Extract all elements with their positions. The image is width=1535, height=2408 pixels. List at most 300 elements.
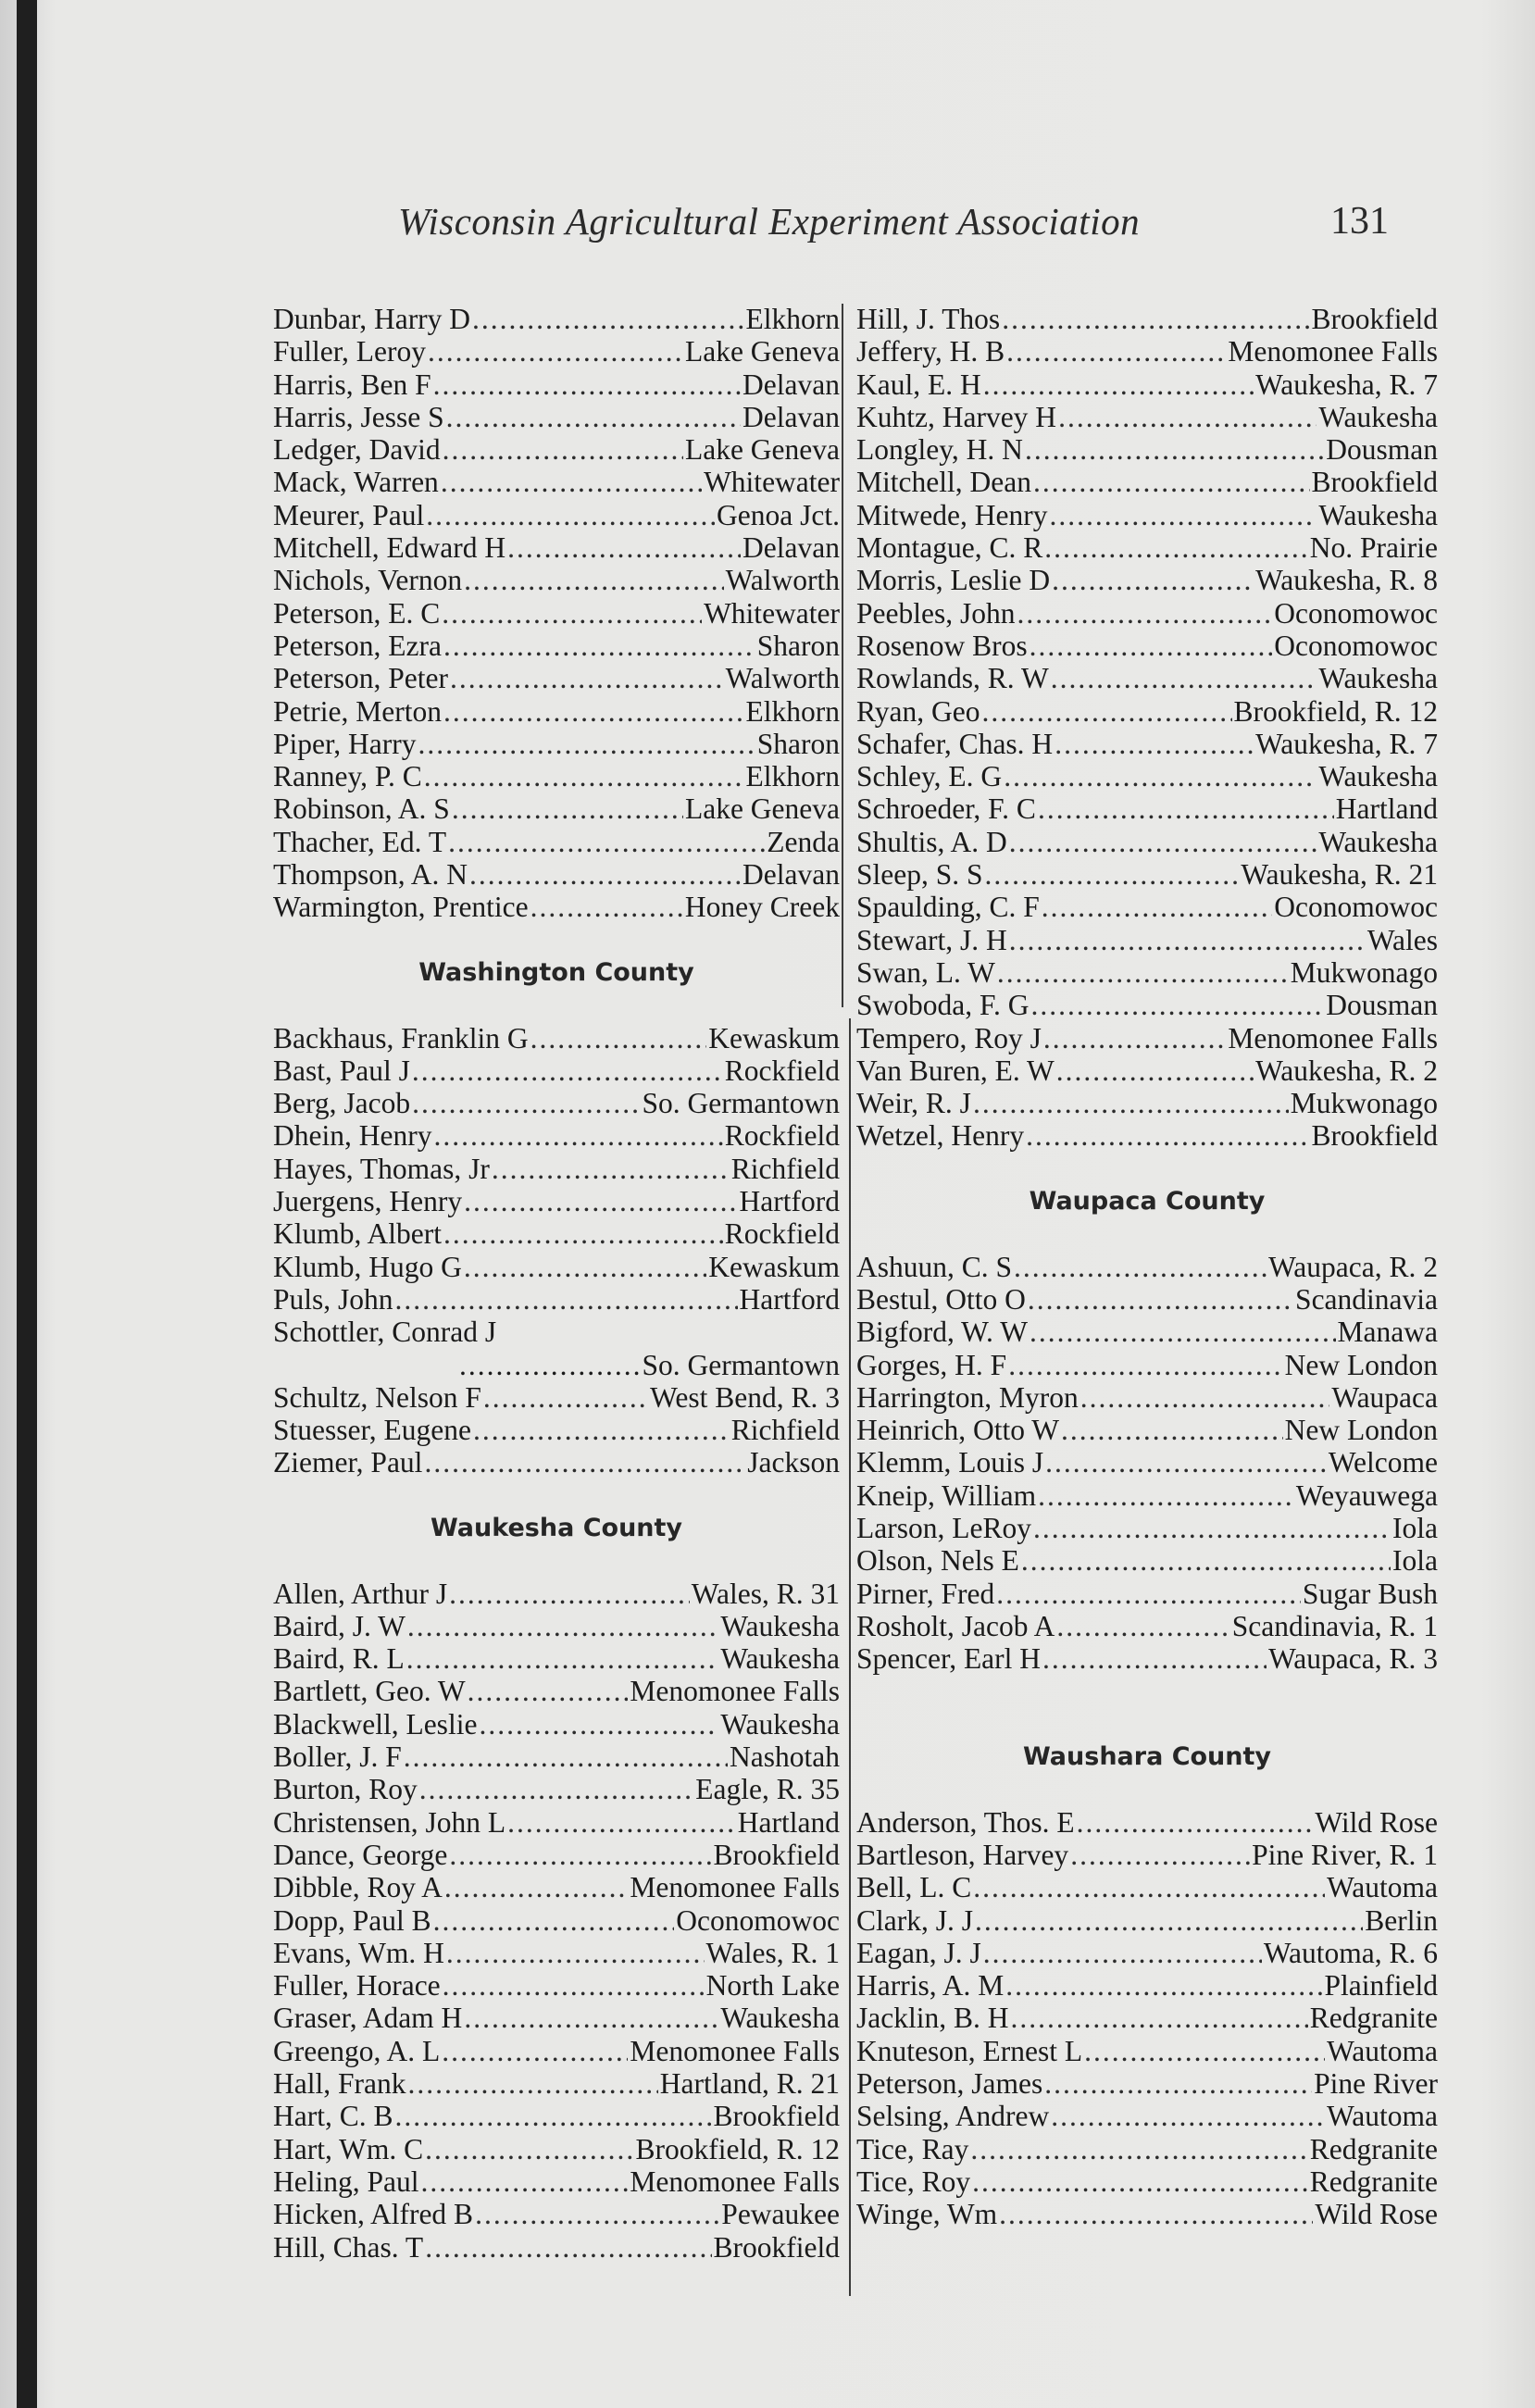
list-item xyxy=(856,303,1438,335)
leader-dots xyxy=(444,1871,629,1903)
list-item xyxy=(856,368,1438,401)
leader-dots xyxy=(985,858,1240,891)
list-item-name: Swoboda, F. G xyxy=(856,989,1030,1022)
list-item-name: Tempero, Roy J xyxy=(856,1021,1042,1054)
list-item-name: Ziemer, Paul xyxy=(273,1446,423,1479)
running-title: Wisconsin Agricultural Experiment Association xyxy=(398,200,1141,243)
list-item xyxy=(856,1937,1438,1969)
list-item-place: Iola xyxy=(1392,1544,1438,1578)
list-item-name: Rosholt, Jacob A xyxy=(856,1609,1055,1642)
list-item-name: Nichols, Vernon xyxy=(273,564,463,597)
leader-dots xyxy=(421,2165,629,2198)
page-binding-edge xyxy=(17,0,37,2408)
leader-dots xyxy=(1044,531,1308,564)
list-item xyxy=(856,1054,1438,1087)
list-item xyxy=(273,564,840,596)
leader-dots xyxy=(395,1283,738,1316)
list-item-place: Lake Geneva xyxy=(684,792,840,826)
list-item-place: Wautoma xyxy=(1327,2034,1438,2067)
list-item-name: Schley, E. G xyxy=(856,760,1003,793)
leader-dots xyxy=(418,728,755,760)
list-item xyxy=(856,1969,1438,2002)
list-item-place: Iola xyxy=(1392,1511,1438,1544)
list-item xyxy=(273,2100,840,2132)
list-item xyxy=(273,335,840,368)
list-item-name: Stewart, J. H xyxy=(856,923,1007,956)
list-item-place: Waukesha xyxy=(720,1642,840,1676)
list-item-place: Genoa Jct. xyxy=(717,498,840,531)
leader-dots xyxy=(446,1937,705,1969)
list-item-name: Berg, Jacob xyxy=(273,1087,411,1120)
list-item-place: Brookfield xyxy=(713,1838,840,1871)
list-item xyxy=(856,858,1438,891)
list-item xyxy=(273,1937,840,1969)
leader-dots xyxy=(507,1806,736,1839)
column-divider-upper xyxy=(842,304,843,1007)
list-item-place: Hartford xyxy=(739,1185,840,1218)
leader-dots xyxy=(449,1578,690,1610)
list-item xyxy=(273,630,840,662)
list-item-name: Bestul, Otto O xyxy=(856,1282,1026,1316)
list-item xyxy=(273,1087,840,1119)
list-item-name: Harris, Ben F xyxy=(273,368,431,401)
spacer xyxy=(273,924,840,956)
leader-dots xyxy=(428,335,683,368)
list-item xyxy=(273,1578,840,1610)
list-item xyxy=(273,1185,840,1217)
list-item xyxy=(856,1349,1438,1381)
list-item-name: Peterson, James xyxy=(856,2067,1043,2101)
list-item xyxy=(273,2002,840,2034)
leader-dots xyxy=(442,597,702,630)
county-heading-waukesha: Waukesha County xyxy=(430,1513,683,1542)
list-item-name: Graser, Adam H xyxy=(273,2002,463,2035)
list-item-name: Longley, H. N xyxy=(856,433,1023,467)
list-item-name: Puls, John xyxy=(273,1282,393,1316)
list-item xyxy=(856,956,1438,989)
list-item-place: Eagle, R. 35 xyxy=(695,1773,840,1806)
list-item-name: Greengo, A. L xyxy=(273,2034,441,2067)
list-item xyxy=(273,1610,840,1642)
list-item xyxy=(273,466,840,498)
leader-dots xyxy=(1030,630,1273,662)
list-item-place: Sugar Bush xyxy=(1302,1577,1438,1610)
list-item-place: Brookfield, R. 12 xyxy=(1233,694,1438,728)
list-item-name: Warmington, Prentice xyxy=(273,891,529,924)
list-item xyxy=(273,2035,840,2067)
list-item-name: Backhaus, Franklin G xyxy=(273,1021,529,1054)
list-item xyxy=(273,1251,840,1283)
list-item-name: Heling, Paul xyxy=(273,2165,419,2198)
leader-dots xyxy=(443,1217,723,1250)
leader-dots xyxy=(1058,401,1317,433)
right-column xyxy=(856,303,1438,2231)
leader-dots xyxy=(997,956,1289,989)
leader-dots xyxy=(530,891,683,923)
list-item-place: Walworth xyxy=(725,564,840,597)
list-item xyxy=(856,630,1438,662)
list-item-place: Zenda xyxy=(767,825,840,858)
waukesha-county-list xyxy=(273,1578,840,2264)
leader-dots xyxy=(973,1871,1325,1903)
list-item-name: Jeffery, H. B xyxy=(856,335,1005,368)
spacer xyxy=(856,1773,1438,1805)
list-item-name: Jacklin, B. H xyxy=(856,2002,1009,2035)
list-item-place: Brookfield xyxy=(1311,303,1438,335)
list-item-place: Menomonee Falls xyxy=(630,1871,840,1904)
list-item-place: New London xyxy=(1284,1348,1438,1381)
list-item xyxy=(856,924,1438,956)
list-item-place: Wautoma xyxy=(1327,2100,1438,2133)
leader-dots xyxy=(973,1087,1289,1119)
list-item-name: Peebles, John xyxy=(856,596,1016,630)
list-item-name: Stuesser, Eugene xyxy=(273,1414,471,1447)
list-item-name: Hall, Frank xyxy=(273,2067,406,2101)
list-item-name: Ledger, David xyxy=(273,433,441,467)
list-item xyxy=(856,1839,1438,1871)
list-item-name: Klumb, Albert xyxy=(273,1217,442,1251)
list-item-place: Rockfield xyxy=(724,1217,840,1251)
leader-dots xyxy=(1014,1251,1267,1283)
list-item-place: Redgranite xyxy=(1309,2132,1438,2165)
list-item-place: Weyauwega xyxy=(1295,1478,1438,1512)
leader-dots xyxy=(459,1349,643,1381)
leader-dots xyxy=(442,2035,628,2067)
list-item xyxy=(273,2198,840,2230)
list-item-place: Wild Rose xyxy=(1315,1805,1438,1839)
list-item xyxy=(273,1969,840,2002)
leader-dots xyxy=(448,826,765,858)
list-item-place: Hartland xyxy=(737,1805,840,1839)
leader-dots xyxy=(483,1381,648,1414)
list-item xyxy=(273,792,840,825)
list-item-place: Whitewater xyxy=(704,466,840,499)
list-item-name: Clark, J. J xyxy=(856,1903,973,1937)
list-item xyxy=(856,1479,1438,1512)
list-item xyxy=(273,760,840,792)
list-item-name: Klumb, Hugo G xyxy=(273,1250,462,1283)
leader-dots xyxy=(507,531,741,564)
spacer xyxy=(273,1544,840,1577)
list-item-name: Thacher, Ed. T xyxy=(273,825,447,858)
leader-dots xyxy=(1008,1349,1282,1381)
list-item-place: Brookfield xyxy=(713,2100,840,2133)
list-item-place: Wales xyxy=(1367,923,1438,956)
leader-dots xyxy=(1025,433,1324,466)
list-item-name: Ashuun, C. S xyxy=(856,1250,1013,1283)
list-item-name: Fuller, Leroy xyxy=(273,335,426,368)
leader-dots xyxy=(452,792,683,825)
leader-dots xyxy=(1017,597,1272,630)
list-item-name: Anderson, Thos. E xyxy=(856,1805,1075,1839)
list-item xyxy=(856,1642,1438,1675)
leader-dots xyxy=(443,433,683,466)
leader-dots xyxy=(425,2133,633,2165)
list-item xyxy=(856,1446,1438,1478)
list-item-place: Wales, R. 1 xyxy=(705,1936,840,1969)
leader-dots xyxy=(479,1708,718,1740)
leader-dots xyxy=(1055,728,1254,760)
list-item-name: Selsing, Andrew xyxy=(856,2100,1050,2133)
list-item-name: Hill, Chas. T xyxy=(273,2230,424,2264)
list-item-name: Bartlett, Geo. W xyxy=(273,1675,466,1708)
list-item-place: Pine River xyxy=(1314,2067,1438,2101)
list-item xyxy=(273,401,840,433)
county-heading-waushara: Waushara County xyxy=(1022,1742,1272,1772)
leader-dots xyxy=(492,1153,730,1185)
list-item-place: Hartland xyxy=(1335,792,1438,826)
list-item-name: Eagan, J. J xyxy=(856,1936,981,1969)
list-item xyxy=(273,1642,840,1675)
list-item-name: Hayes, Thomas, Jr xyxy=(273,1152,490,1185)
left-column xyxy=(273,303,840,2264)
list-item-place: Oconomowoc xyxy=(1274,629,1438,662)
list-item-place: Berlin xyxy=(1365,1903,1438,1937)
leader-dots xyxy=(433,1119,722,1152)
list-item-place: Hartford xyxy=(739,1282,840,1316)
list-item-name: Kaul, E. H xyxy=(856,368,981,401)
spacer xyxy=(856,1708,1438,1740)
list-item xyxy=(273,1283,840,1316)
list-item-place: Hartland, R. 21 xyxy=(659,2067,840,2101)
list-item xyxy=(856,401,1438,433)
list-item xyxy=(856,1087,1438,1119)
leader-dots xyxy=(443,630,755,662)
list-item-place: Delavan xyxy=(743,858,840,892)
waushara-county-list xyxy=(856,1806,1438,2231)
list-item-place: Richfield xyxy=(730,1414,840,1447)
leader-dots xyxy=(407,2067,657,2100)
list-item xyxy=(856,792,1438,825)
list-item-name: Rosenow Bros xyxy=(856,629,1028,662)
list-item xyxy=(856,2165,1438,2198)
leader-dots xyxy=(433,368,741,401)
list-item xyxy=(273,433,840,466)
list-item xyxy=(856,1251,1438,1283)
leader-dots xyxy=(1049,499,1317,531)
list-item-name: Robinson, A. S xyxy=(273,792,450,826)
list-item-name: Mitchell, Dean xyxy=(856,466,1031,499)
list-item xyxy=(856,1316,1438,1348)
list-item-place: Waupaca xyxy=(1331,1380,1438,1414)
list-item-name: Hart, Wm. C xyxy=(273,2132,424,2165)
leader-dots xyxy=(996,1578,1301,1610)
list-item xyxy=(856,433,1438,466)
list-item-place: Waukesha xyxy=(1318,662,1438,695)
list-item-name: Spencer, Earl H xyxy=(856,1642,1042,1676)
list-item-name: Schottler, Conrad J xyxy=(273,1316,497,1349)
list-item-place: Waupaca, R. 3 xyxy=(1268,1642,1438,1676)
list-item-place: Mukwonago xyxy=(1290,1087,1438,1120)
list-item-place: Menomonee Falls xyxy=(1228,335,1438,368)
leader-dots xyxy=(972,2165,1308,2198)
list-item-name: Dopp, Paul B xyxy=(273,1903,431,1937)
list-item-name: Harrington, Myron xyxy=(856,1380,1079,1414)
leader-dots xyxy=(412,1054,723,1087)
spacer xyxy=(273,1479,840,1512)
list-item-place: So. Germantown xyxy=(642,1087,840,1120)
list-item-place: Elkhorn xyxy=(745,760,840,793)
list-item-name: Kuhtz, Harvey H xyxy=(856,400,1057,433)
leader-dots xyxy=(1005,1969,1322,2002)
list-item xyxy=(856,1544,1438,1577)
list-item xyxy=(273,531,840,564)
list-item-place: Wautoma xyxy=(1327,1871,1438,1904)
list-item xyxy=(856,2035,1438,2067)
leader-dots xyxy=(425,2231,711,2264)
leader-dots xyxy=(983,368,1254,401)
leader-dots xyxy=(1028,1283,1293,1316)
list-item xyxy=(273,1054,840,1087)
page-number: 131 xyxy=(1330,200,1389,243)
list-item-place: Whitewater xyxy=(704,596,840,630)
leader-dots xyxy=(1033,1512,1391,1544)
list-item xyxy=(856,1871,1438,1903)
list-item-place: Delavan xyxy=(743,368,840,401)
leader-dots xyxy=(1038,792,1334,825)
leader-dots xyxy=(1033,466,1310,498)
leader-dots xyxy=(475,2198,719,2230)
list-item-name: Shultis, A. D xyxy=(856,825,1007,858)
list-item-name: Mitchell, Edward H xyxy=(273,531,506,565)
list-item-place: Wales, R. 31 xyxy=(691,1577,840,1610)
leader-dots xyxy=(1021,1544,1391,1577)
list-item-name: Olson, Nels E xyxy=(856,1544,1019,1578)
list-item-place: Waukesha, R. 2 xyxy=(1255,1054,1438,1087)
list-item-place: So. Germantown xyxy=(642,1348,840,1381)
leader-dots xyxy=(1026,1119,1309,1152)
list-item xyxy=(273,1773,840,1805)
list-item xyxy=(273,1806,840,1839)
list-item-place: Waukesha, R. 7 xyxy=(1255,727,1438,760)
list-item-name: Burton, Roy xyxy=(273,1773,418,1806)
list-item-place: Brookfield, R. 12 xyxy=(635,2132,840,2165)
leader-dots xyxy=(407,1610,718,1642)
list-item xyxy=(273,2133,840,2165)
list-item-place: West Bend, R. 3 xyxy=(650,1380,840,1414)
list-item-place: Elkhorn xyxy=(745,694,840,728)
list-item-name: Knuteson, Ernest L xyxy=(856,2034,1083,2067)
list-item-place: Rockfield xyxy=(724,1119,840,1153)
leader-dots xyxy=(446,401,741,433)
leader-dots xyxy=(433,1904,675,1937)
list-item-place: Lake Geneva xyxy=(684,433,840,467)
list-item-name: Thompson, A. N xyxy=(273,858,468,892)
list-item-place: Waukesha, R. 21 xyxy=(1241,858,1438,892)
list-item-name: Larson, LeRoy xyxy=(856,1511,1031,1544)
leader-dots xyxy=(469,858,741,891)
list-item-place: Brookfield xyxy=(713,2230,840,2264)
list-item-place: Wild Rose xyxy=(1315,2198,1438,2231)
list-item xyxy=(273,1708,840,1740)
list-item-name: Bartleson, Harvey xyxy=(856,1838,1069,1871)
list-item-name: Rowlands, R. W xyxy=(856,662,1049,695)
spacer xyxy=(856,1217,1438,1250)
list-item-place: Elkhorn xyxy=(745,303,840,335)
leader-dots xyxy=(1004,760,1317,792)
leader-dots xyxy=(468,1675,629,1707)
washington-county-list-cont xyxy=(273,1381,840,1479)
list-item xyxy=(273,1153,840,1185)
leader-dots xyxy=(970,2133,1307,2165)
list-item-name: Peterson, E. C xyxy=(273,596,441,630)
waukesha-county-list-cont xyxy=(856,303,1438,1153)
list-item xyxy=(273,1022,840,1054)
leader-dots xyxy=(975,1904,1363,1937)
list-item-name: Tice, Roy xyxy=(856,2165,971,2198)
list-item-place: Waukesha xyxy=(1318,825,1438,858)
list-item-place: Waukesha xyxy=(720,2002,840,2035)
list-item-name: Peterson, Ezra xyxy=(273,629,442,662)
list-item xyxy=(273,1381,840,1414)
list-item xyxy=(856,1381,1438,1414)
list-item-place: New London xyxy=(1284,1414,1438,1447)
leader-dots xyxy=(1051,662,1317,694)
list-item-name: Harris, Jesse S xyxy=(273,400,444,433)
list-item-name: Peterson, Peter xyxy=(273,662,448,695)
washington-county-list xyxy=(273,1022,840,1316)
leader-dots xyxy=(530,1022,707,1054)
list-item-name: Ryan, Geo xyxy=(856,694,980,728)
list-item xyxy=(273,597,840,630)
list-item-place: Delavan xyxy=(743,531,840,565)
leader-dots xyxy=(1056,1610,1229,1642)
list-item-name: Baird, R. L xyxy=(273,1642,405,1676)
list-item-place: Mukwonago xyxy=(1290,955,1438,989)
list-item-place: North Lake xyxy=(705,1969,840,2003)
list-item-name: Wetzel, Henry xyxy=(856,1119,1025,1153)
list-item-name: Baird, J. W xyxy=(273,1609,406,1642)
list-item-name: Weir, R. J xyxy=(856,1087,971,1120)
leader-dots xyxy=(1043,1022,1227,1054)
leader-dots xyxy=(473,1414,730,1446)
list-item xyxy=(273,1446,840,1478)
list-item-name: Winge, Wm xyxy=(856,2198,998,2231)
spacer xyxy=(856,1153,1438,1185)
leader-dots xyxy=(983,1937,1262,1969)
leader-dots xyxy=(404,1740,728,1773)
list-item xyxy=(273,1871,840,1903)
list-item-name: Gorges, H. F xyxy=(856,1348,1007,1381)
list-item-name: Christensen, John L xyxy=(273,1805,506,1839)
list-item-place: Brookfield xyxy=(1311,466,1438,499)
list-item-place: Dousman xyxy=(1326,989,1438,1022)
list-item-name: Tice, Ray xyxy=(856,2132,969,2165)
list-item-place: Jackson xyxy=(747,1446,840,1479)
list-item-name: Heinrich, Otto W xyxy=(856,1414,1059,1447)
leader-dots xyxy=(412,1087,640,1119)
list-item xyxy=(856,1904,1438,1937)
list-item-name: Dunbar, Harry D xyxy=(273,303,471,335)
list-item-place: Scandinavia, R. 1 xyxy=(1231,1609,1438,1642)
list-item xyxy=(856,597,1438,630)
spacer xyxy=(273,989,840,1021)
leader-dots xyxy=(395,2100,712,2132)
list-item-name: Allen, Arthur J xyxy=(273,1577,448,1610)
list-item-place: Oconomowoc xyxy=(1274,596,1438,630)
leader-dots xyxy=(426,499,715,531)
leader-dots xyxy=(1061,1414,1283,1446)
list-item-name: Mack, Warren xyxy=(273,466,439,499)
list-item xyxy=(856,466,1438,498)
leader-dots xyxy=(450,662,724,694)
list-item-name: Fuller, Horace xyxy=(273,1969,441,2003)
list-item xyxy=(856,1512,1438,1544)
list-item xyxy=(856,2067,1438,2100)
list-item xyxy=(856,891,1438,923)
list-item-place: Waukesha xyxy=(720,1707,840,1740)
list-item-name: Spaulding, C. F xyxy=(856,891,1040,924)
